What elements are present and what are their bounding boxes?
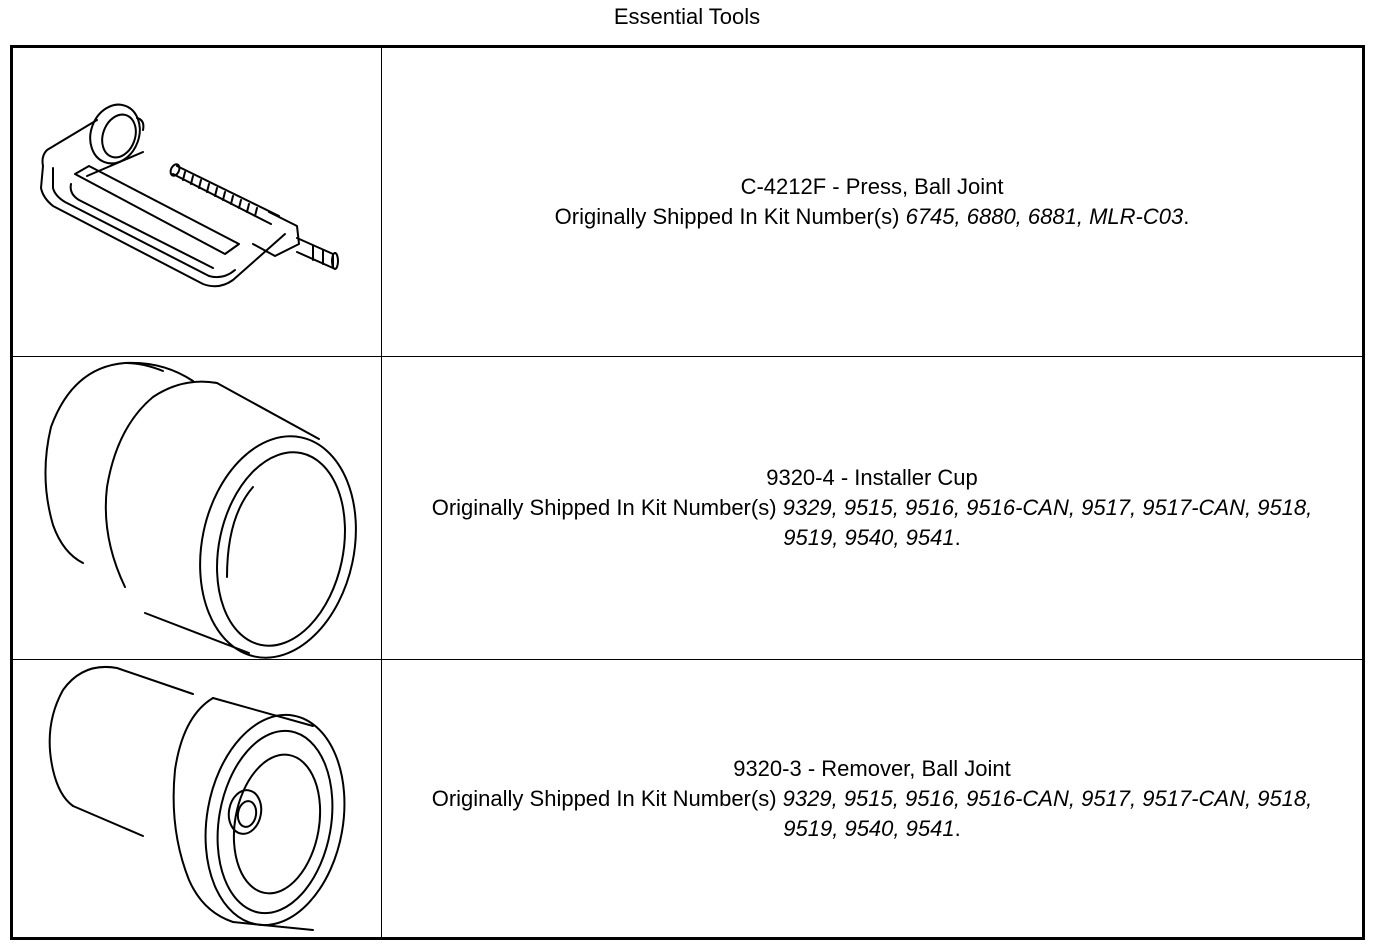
- kit-numbers-line: [555, 202, 1190, 232]
- tool-name: 9320-3 - Remover, Ball Joint: [733, 755, 1011, 781]
- kit-suffix: .: [954, 815, 961, 841]
- remover-cup-icon: [13, 660, 382, 937]
- tool-image-cell: [13, 659, 382, 937]
- tool-name: C-4212F - Press, Ball Joint: [740, 174, 1004, 199]
- kit-prefix: Originally Shipped In Kit Number(s): [431, 785, 783, 811]
- tool-description-cell: [382, 659, 1362, 937]
- kit-suffix: .: [1183, 204, 1190, 229]
- tools-table: [10, 45, 1365, 940]
- tool-image-cell: [13, 356, 382, 659]
- kit-prefix: Originally Shipped In Kit Number(s): [431, 495, 783, 520]
- kit-numbers-line: [402, 784, 1342, 844]
- kit-numbers: 6745, 6880, 6881, MLR-C03: [905, 204, 1184, 229]
- kit-numbers-line: [402, 493, 1342, 553]
- c-clamp-press-icon: [13, 48, 382, 356]
- kit-suffix: .: [954, 525, 961, 550]
- tool-image-cell: [13, 48, 382, 356]
- tool-description-cell: [382, 48, 1362, 356]
- installer-cup-icon: [13, 357, 382, 659]
- kit-prefix: Originally Shipped In Kit Number(s): [554, 204, 906, 229]
- tool-description-cell: [382, 356, 1362, 659]
- page-title: Essential Tools: [613, 4, 761, 29]
- kit-numbers: 9329, 9515, 9516, 9516-CAN, 9517, 9517-CAN, 9518, 9519, 9540, 9541: [782, 785, 1313, 841]
- tool-name: 9320-4 - Installer Cup: [766, 465, 978, 490]
- kit-numbers: 9329, 9515, 9516, 9516-CAN, 9517, 9517-CAN, 9518, 9519, 9540, 9541: [782, 495, 1313, 550]
